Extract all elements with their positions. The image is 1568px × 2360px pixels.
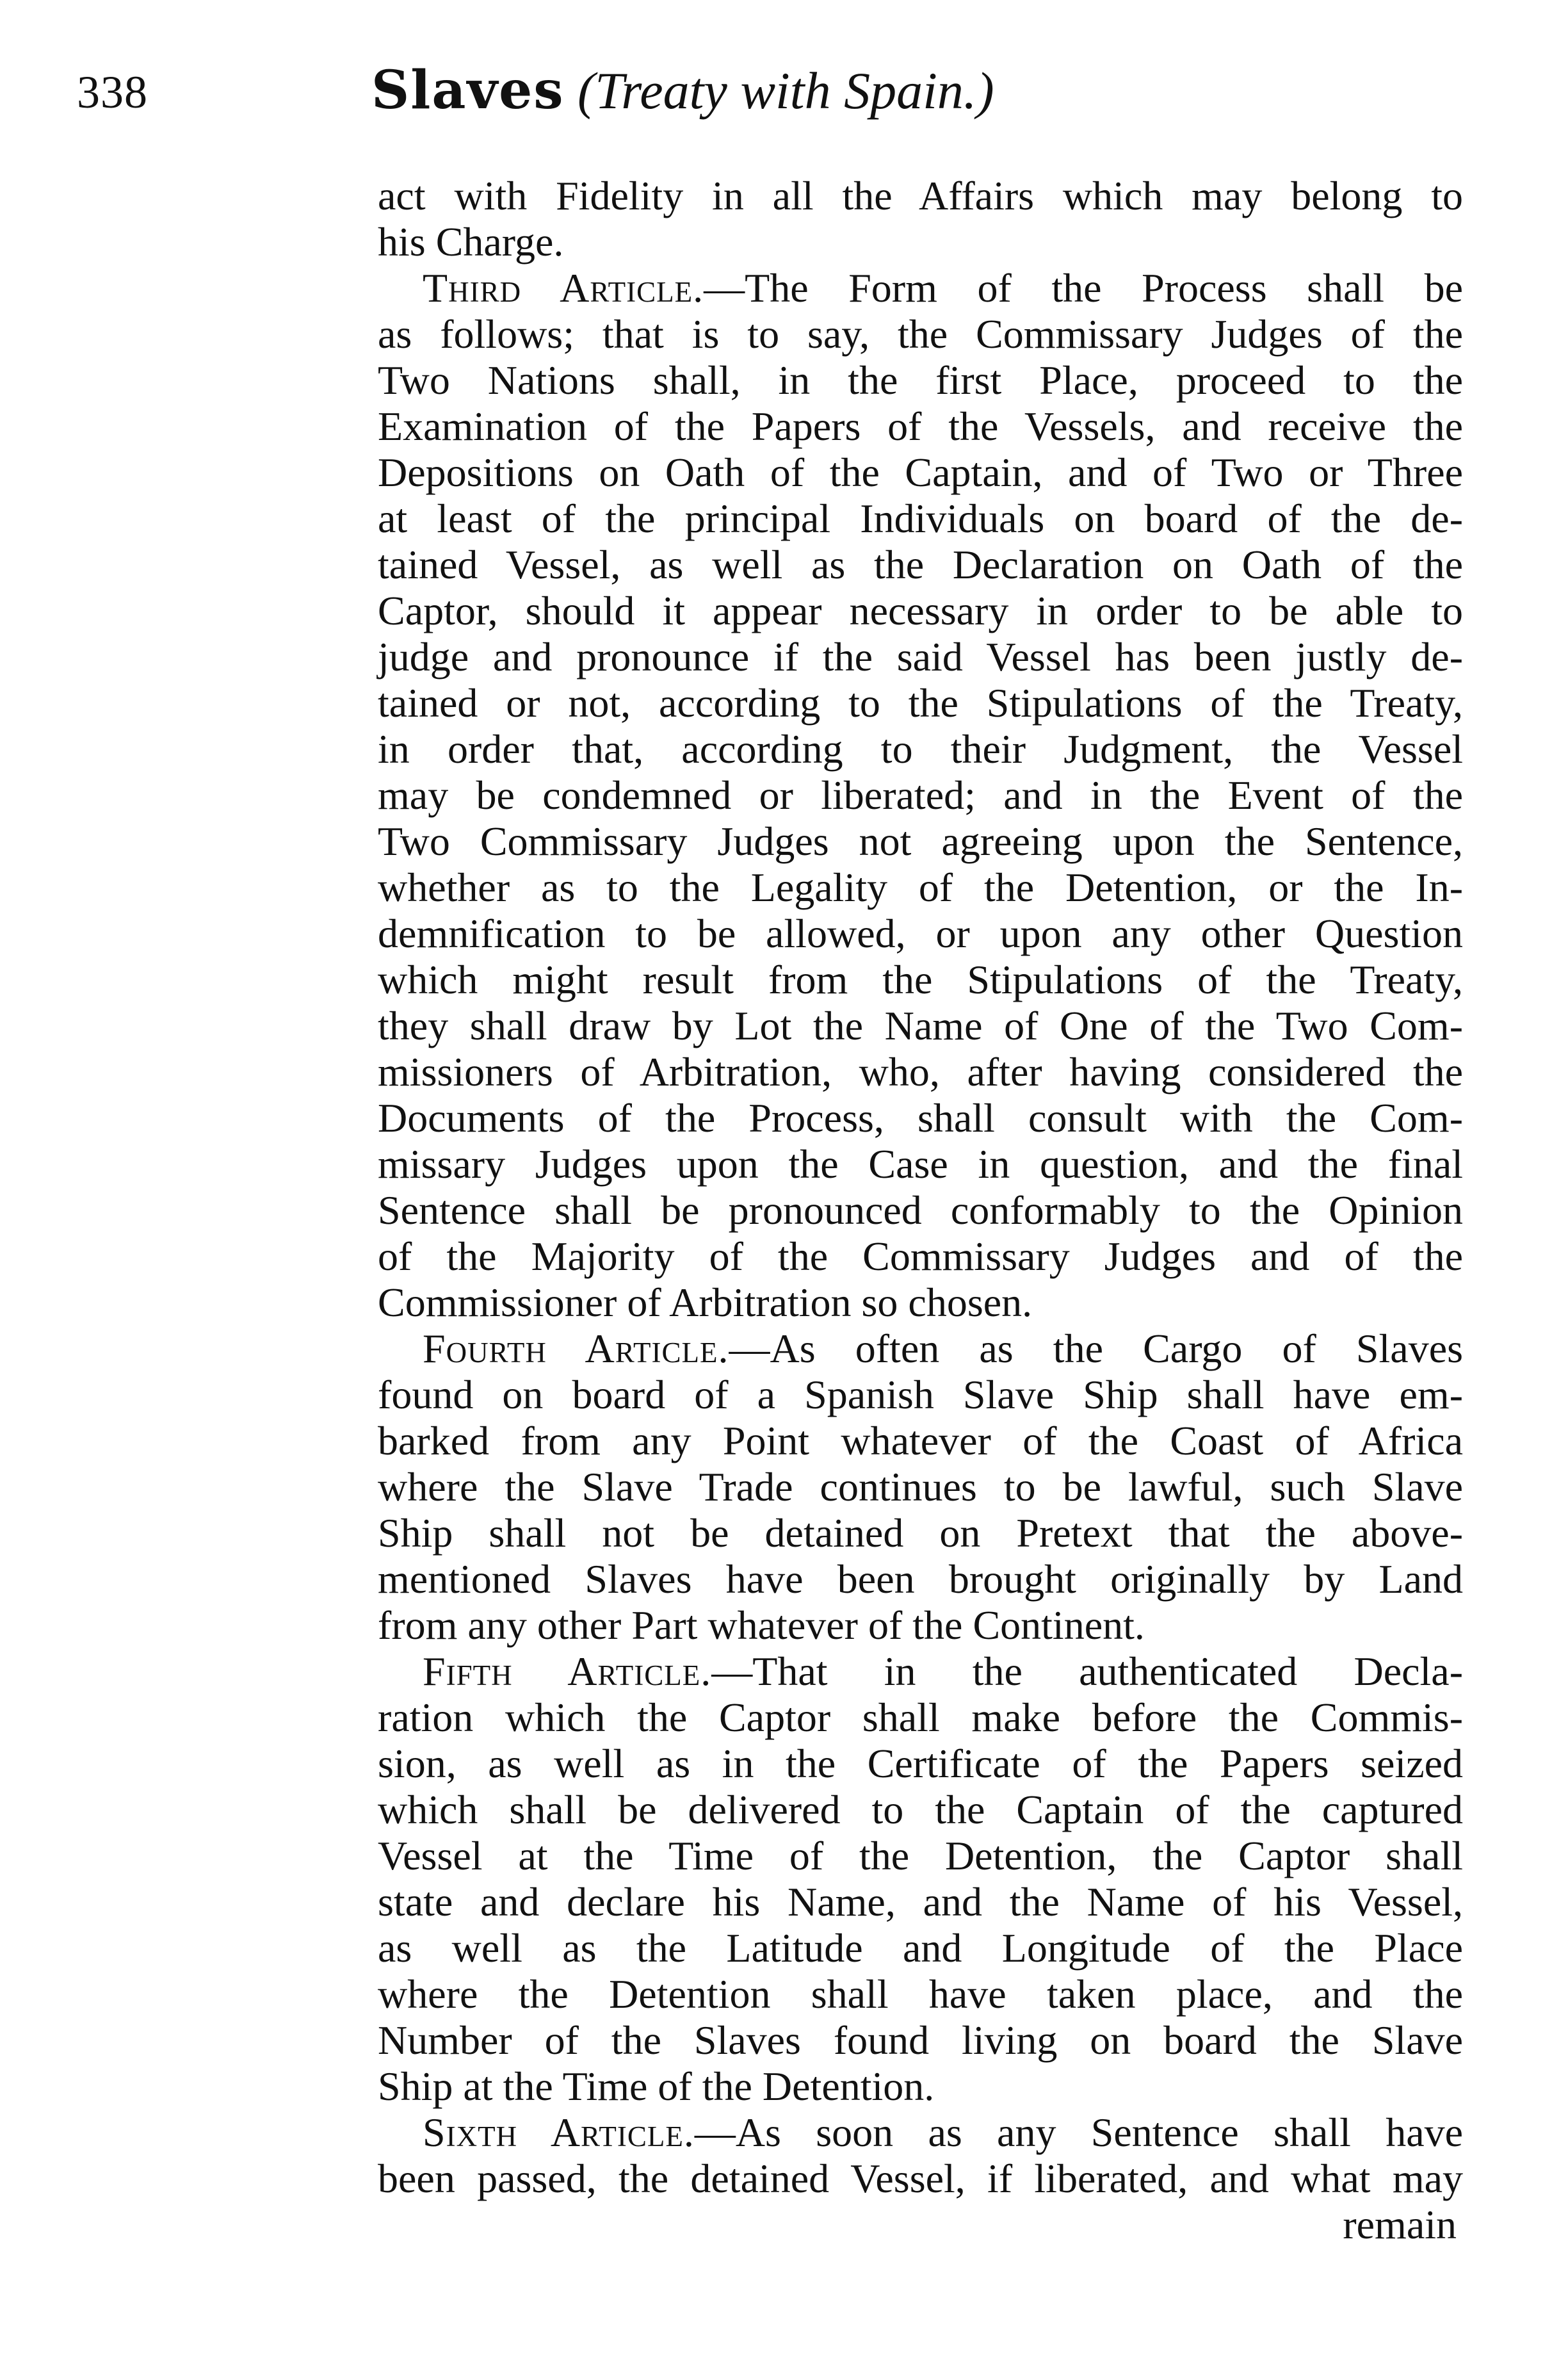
text-line: tained or not, according to the Stipulations of the Treaty, [378,680,1463,726]
text-line-fragment: —That in the authenticated Decla- [711,1648,1464,1694]
text-line: Captor, should it appear necessary in order to be able to [378,588,1463,633]
text-line: as well as the Latitude and Longitude of the Place [378,1925,1463,1971]
text-line: missary Judges upon the Case in question, and the final [378,1141,1463,1187]
text-line: Ship at the Time of the Detention. [378,2063,935,2109]
paragraph-continuation [378,173,1463,265]
running-head-italic: (Treaty with Spain.) [577,61,994,120]
paragraph-third-article [378,265,1463,1326]
page-number: 338 [77,67,148,118]
text-line: Examination of the Papers of the Vessels, and receive the [378,403,1463,449]
paragraph-sixth-article [378,2110,1463,2202]
text-line: his Charge. [378,219,564,264]
text-line: which shall be delivered to the Captain of the captured [378,1787,1463,1832]
text-line: may be condemned or liberated; and in the Event of the [378,772,1463,818]
text-line-fragment: —As soon as any Sentence shall have [694,2110,1464,2155]
text-line: act with Fidelity in all the Affairs which may belong to [378,173,1463,218]
text-line: Ship shall not be detained on Pretext that the above- [378,1510,1463,1556]
text-line: demnification to be allowed, or upon any other Question [378,911,1463,956]
text-line: they shall draw by Lot the Name of One of the Two Com- [378,1003,1463,1048]
text-line [378,2110,1463,2156]
text-line-fragment: —As often as the Cargo of Slaves [729,1326,1464,1371]
text-line: from any other Part whatever of the Continent. [378,1602,1145,1648]
text-line: Vessel at the Time of the Detention, the Captor shall [378,1833,1463,1878]
article-heading: Fifth Article. [423,1648,712,1694]
text-line: Documents of the Process, shall consult with the Com- [378,1095,1463,1141]
text-line: state and declare his Name, and the Name of his Vessel, [378,1879,1463,1925]
text-line: missioners of Arbitration, who, after having considered the [378,1049,1463,1095]
article-heading: Third Article. [423,265,704,311]
text-line: which might result from the Stipulations of the Treaty, [378,957,1463,1002]
text-line: Depositions on Oath of the Captain, and of Two or Three [378,450,1463,495]
text-line-fragment: —The Form of the Process shall be [704,265,1463,311]
text-line [378,1648,1463,1695]
text-line: Two Commissary Judges not agreeing upon the Sentence, [378,818,1463,864]
text-line: found on board of a Spanish Slave Ship shall have em- [378,1372,1463,1417]
text-line: mentioned Slaves have been brought originally by Land [378,1556,1463,1602]
catchword: remain [1343,2202,1457,2247]
text-line: been passed, the detained Vessel, if liberated, and what may [378,2156,1463,2201]
text-line: where the Slave Trade continues to be lawful, such Slave [378,1464,1463,1510]
text-line [378,1326,1463,1372]
text-line: Sentence shall be pronounced conformably to the Opinion [378,1187,1463,1233]
text-line: as follows; that is to say, the Commissary Judges of the [378,311,1463,357]
paragraph-fifth-article [378,1648,1463,2110]
text-line: Commissioner of Arbitration so chosen. [378,1280,1033,1325]
text-line: barked from any Point whatever of the Coast of Africa [378,1418,1463,1463]
article-heading: Fourth Article. [423,1326,729,1371]
text-body [378,173,1463,2248]
text-line: ration which the Captor shall make before the Commis- [378,1695,1463,1740]
text-line: in order that, according to their Judgment, the Vessel [378,726,1463,772]
text-line: judge and pronounce if the said Vessel has been justly de- [378,634,1463,680]
text-line: sion, as well as in the Certificate of the Papers seized [378,1741,1463,1786]
text-line: tained Vessel, as well as the Declaration on Oath of the [378,542,1463,587]
paragraph-fourth-article [378,1326,1463,1648]
text-line: Two Nations shall, in the first Place, proceed to the [378,357,1463,403]
text-line: where the Detention shall have taken place, and the [378,1971,1463,2017]
text-line: Number of the Slaves found living on board the Slave [378,2017,1463,2063]
text-line: of the Majority of the Commissary Judges and of the [378,1233,1463,1279]
running-head-blackletter: Slaves [371,60,565,121]
text-line: at least of the principal Individuals on board of the de- [378,496,1463,541]
running-head [371,60,994,121]
text-line: whether as to the Legality of the Detention, or the In- [378,865,1463,910]
article-heading: Sixth Article. [423,2110,695,2155]
text-line [378,265,1463,311]
